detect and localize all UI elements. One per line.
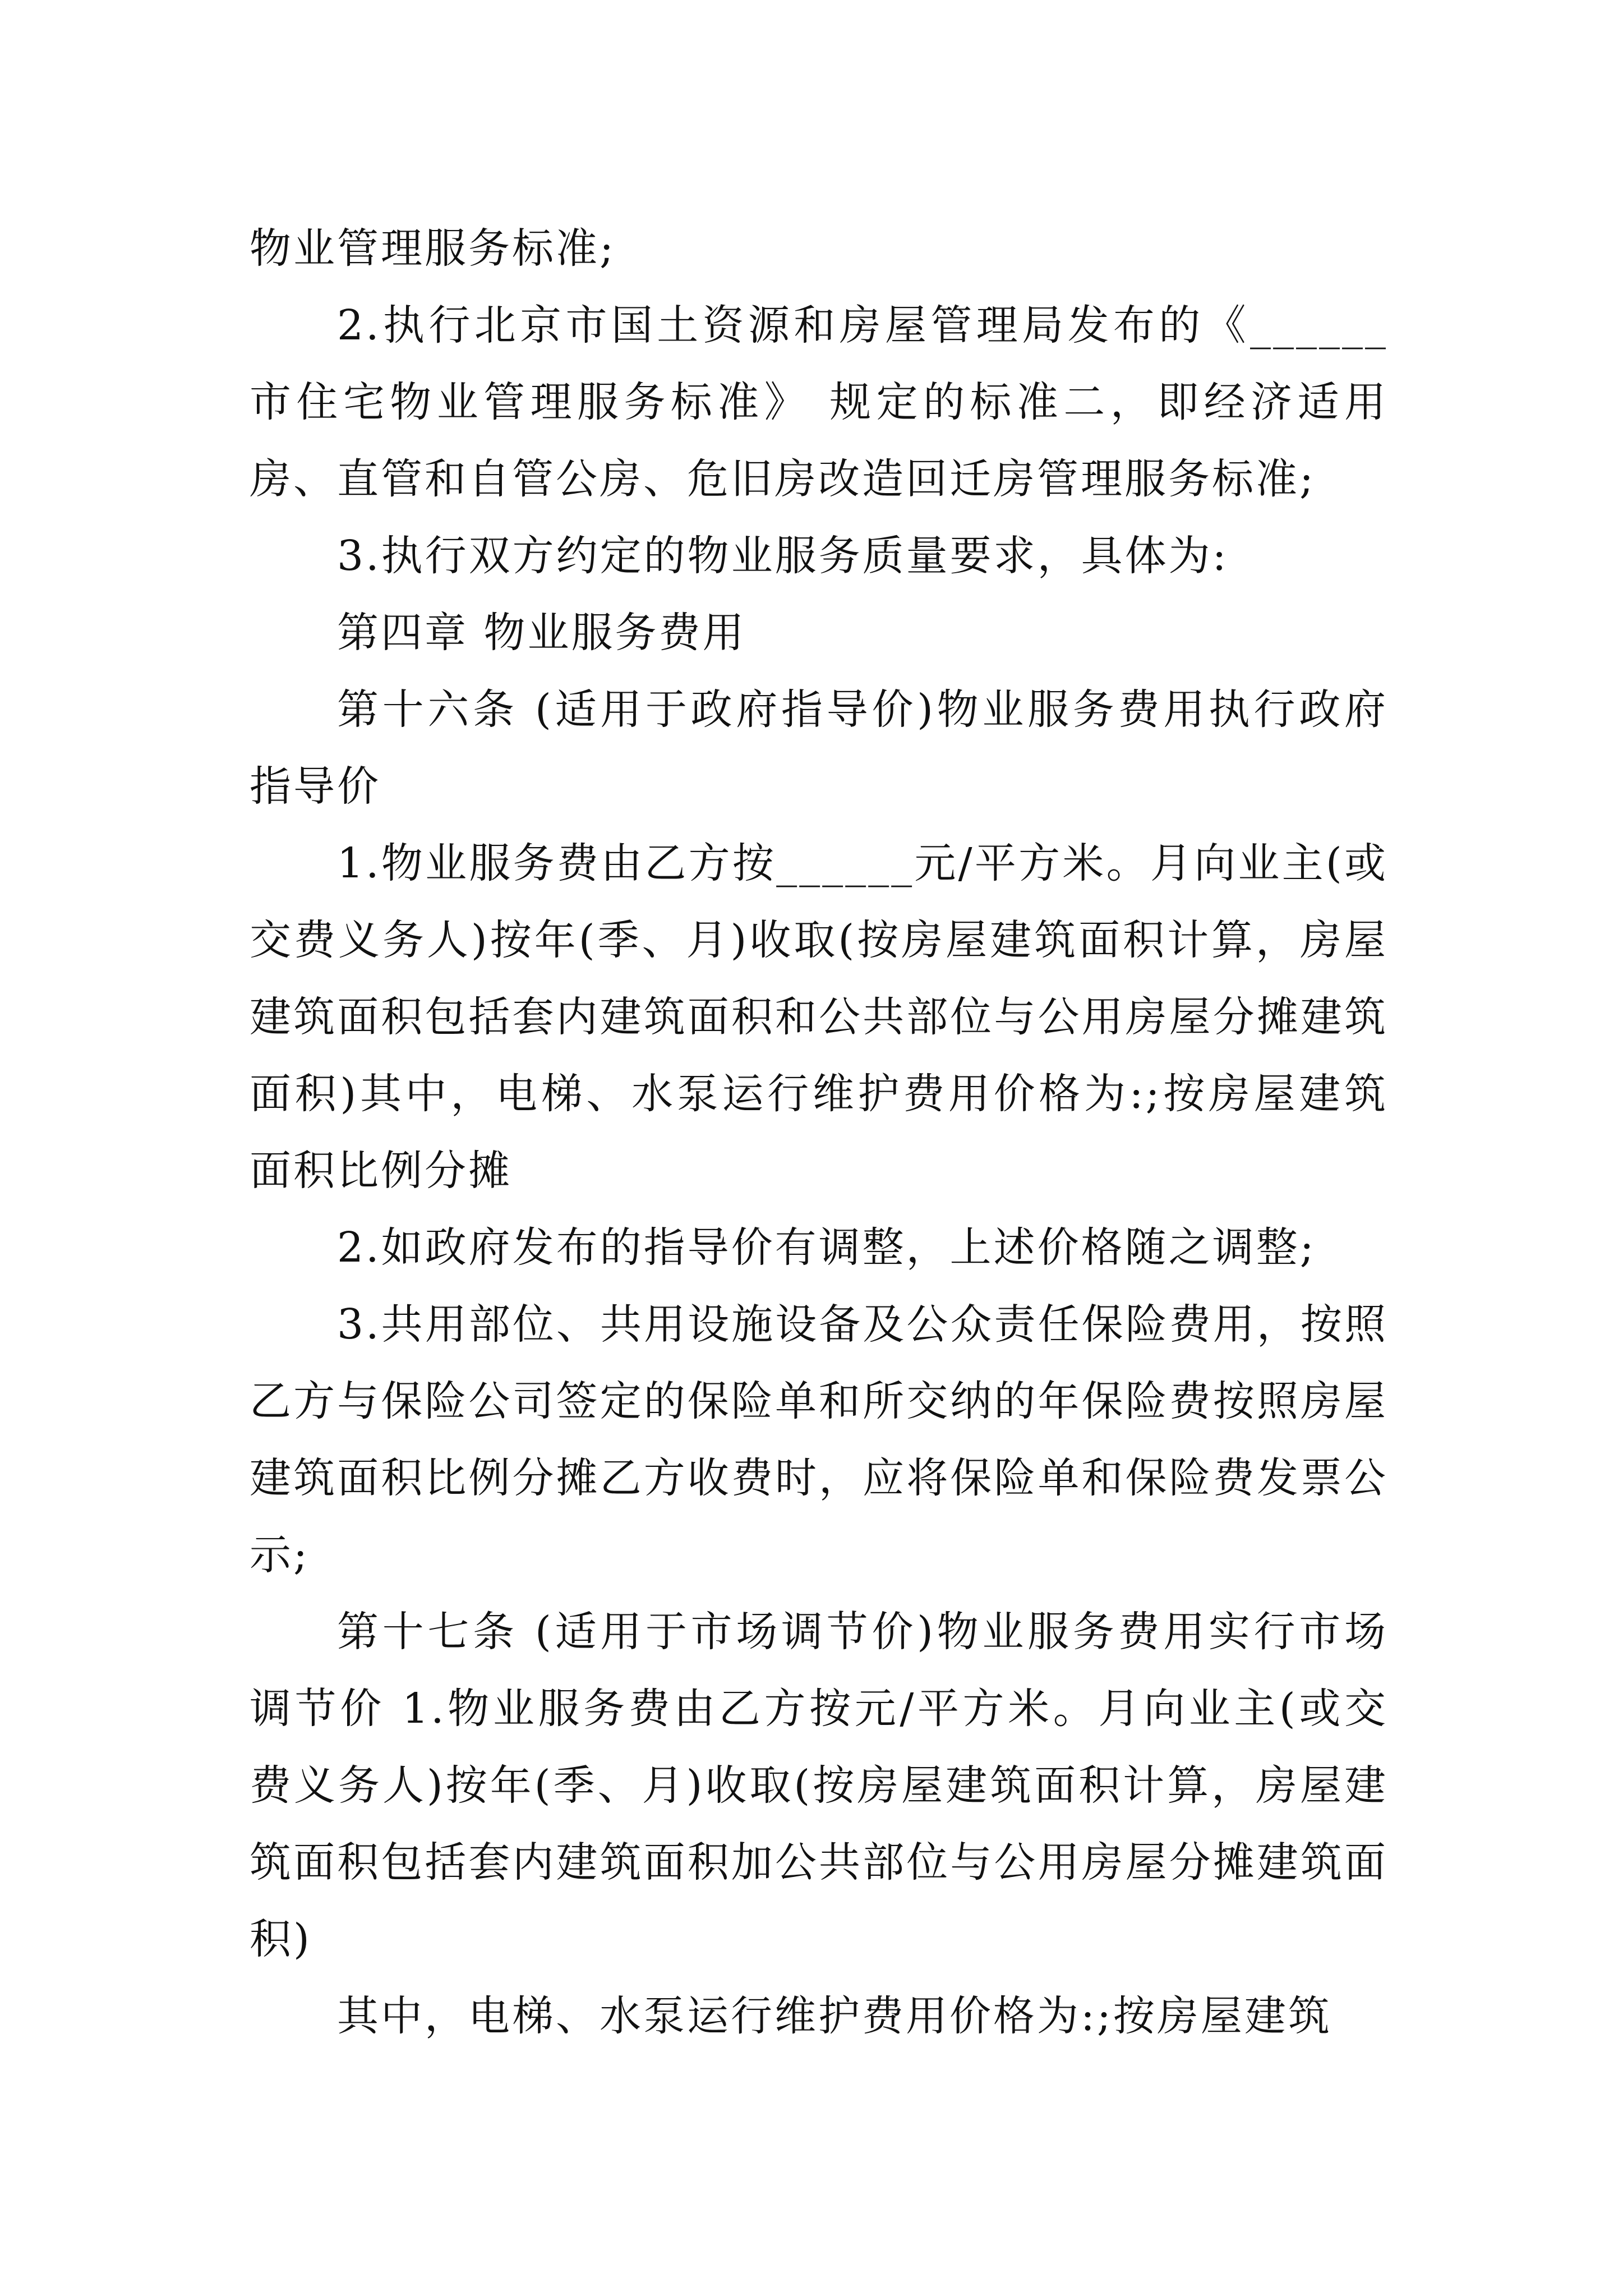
chapter-heading: 第四章 物业服务费用 xyxy=(337,609,746,657)
article-16-item-3: 3.共用部位、共用设施设备及公众责任保险费用，按照乙方与保险公司签定的保险单和所交纳的年保险费按照房屋建筑面积比例分摊乙方收费时，应将保险单和保险费发票公示; xyxy=(250,1300,1388,1579)
document-page xyxy=(250,210,1388,2055)
article-16-item-1: 1.物业服务费由乙方按______元/平方米。月向业主(或交费义务人)按年(季、月)收取(按房屋建筑面积计算，房屋建筑面积包括套内建筑面积和公共部位与公用房屋分摊建筑面积)其中，电梯、水泵运行维护费用价格为:;按房屋建筑面积比例分摊 xyxy=(250,839,1388,1195)
article-17-heading: 第十七条 (适用于市场调节价)物业服务费用实行市场调节价 1.物业服务费由乙方按元/平方米。月向业主(或交费义务人)按年(季、月)收取(按房屋建筑面积计算，房屋建筑面积包括套内建筑面积加公共部位与公用房屋分摊建筑面积) xyxy=(250,1608,1388,1963)
paragraph-agreed-quality: 3.执行双方约定的物业服务质量要求，具体为: xyxy=(337,532,1229,580)
article-16-item-2: 2.如政府发布的指导价有调整，上述价格随之调整; xyxy=(337,1223,1316,1272)
paragraph-service-standard-end: 物业管理服务标准; xyxy=(250,224,616,273)
article-17-fee-note: 其中，电梯、水泵运行维护费用价格为:;按房屋建筑 xyxy=(337,1992,1332,2040)
paragraph-standard-two: 2.执行北京市国土资源和房屋管理局发布的《______市住宅物业管理服务标准》 规定的标准二，即经济适用房、直管和自管公房、危旧房改造回迁房管理服务标准; xyxy=(250,301,1388,503)
article-16-heading: 第十六条 (适用于政府指导价)物业服务费用执行政府指导价 xyxy=(250,685,1388,811)
